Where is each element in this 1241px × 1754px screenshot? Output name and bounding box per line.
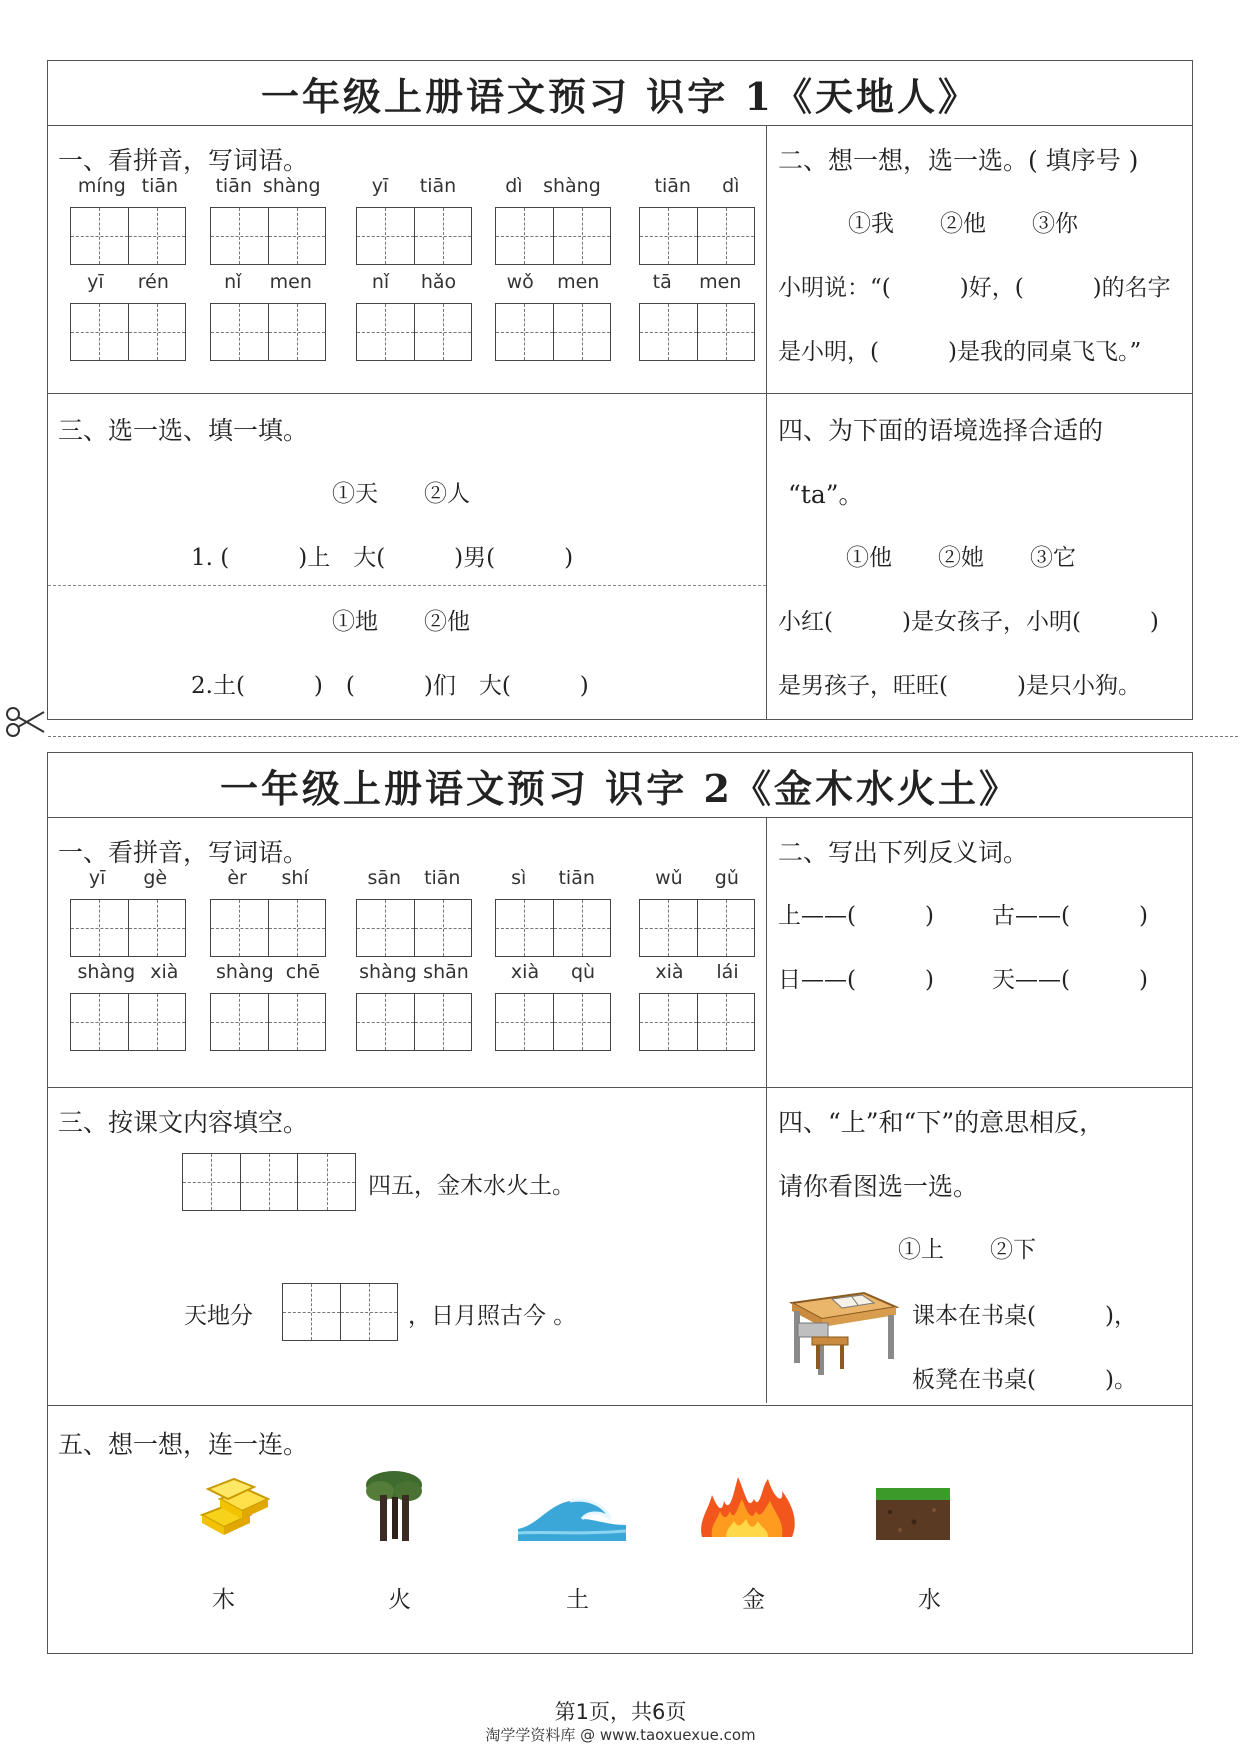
pinyin-syllable: dì [722,175,740,197]
lesson2-q3-line1: 四五，金木水火土。 [368,1173,575,1199]
pinyin-syllable: shàng [359,961,417,983]
pinyin-label [639,175,755,197]
writing-grid[interactable] [210,993,326,1051]
soil-icon [876,1488,950,1544]
divider [48,1087,1192,1088]
lesson2-title: 一年级上册语文预习 识字 2《金木水火土》 [48,753,1192,818]
lesson2-q2-heading: 二、写出下列反义词。 [778,838,1029,867]
pinyin-syllable: rén [137,271,169,293]
pinyin-syllable: tiān [419,175,457,197]
writing-grid[interactable] [639,207,755,265]
pinyin-syllable: tiān [654,175,691,197]
writing-grid[interactable] [639,303,755,361]
pinyin-syllable: shàng [543,175,601,197]
writing-grid[interactable] [210,899,326,957]
pinyin-label [210,867,326,889]
pinyin-syllable: wǒ [506,271,534,293]
pinyin-syllable: dì [505,175,523,197]
pinyin-label [356,961,472,983]
pinyin-label [356,271,472,293]
pinyin-label [210,175,326,197]
writing-grid[interactable] [70,303,186,361]
divider [48,393,1192,394]
pinyin-syllable: nǐ [224,271,242,293]
pinyin-syllable: wǔ [655,867,683,889]
pinyin-syllable: shí [281,867,309,889]
writing-grid[interactable] [70,993,186,1051]
lesson2-q4-line1[interactable]: 课本在书桌( )， [912,1303,1137,1329]
pinyin-syllable: xià [150,961,179,983]
pinyin-syllable: tiān [558,867,595,889]
lesson1-q2-line1[interactable]: 小明说：“( )好，( )的名字 [778,275,1171,301]
pinyin-label [495,175,611,197]
element-word[interactable]: 水 [918,1587,941,1613]
lesson1-q4-line1[interactable]: 小红( )是女孩子，小明( ) [778,609,1159,635]
pinyin-label [70,175,186,197]
watermark: 淘学学资料库 @ www.taoxuexue.com [485,1726,756,1744]
writing-grid[interactable] [495,303,611,361]
lesson2-q3-blank1[interactable] [182,1153,356,1211]
lesson1-q2-line2[interactable]: 是小明，( )是我的同桌飞飞。” [778,339,1142,365]
writing-grid[interactable] [639,899,755,957]
pinyin-label [639,867,755,889]
pinyin-syllable: èr [227,867,247,889]
pinyin-label [356,175,472,197]
fire-icon [698,1471,798,1545]
lesson2-q3-line2b: ，日月照古今 。 [408,1303,577,1329]
lesson2-sheet [47,752,1193,1654]
divider [766,817,767,1403]
pinyin-syllable: men [557,271,600,293]
pinyin-syllable: yī [371,175,389,197]
writing-grid[interactable] [495,207,611,265]
pinyin-label [639,961,755,983]
writing-grid[interactable] [356,993,472,1051]
lesson2-q3-blank2[interactable] [282,1283,398,1341]
pinyin-syllable: shàng [262,175,321,197]
lesson2-q2-c[interactable]: 日——( ) [778,967,934,993]
writing-grid[interactable] [356,207,472,265]
cut-line [48,736,1238,737]
writing-grid[interactable] [70,899,186,957]
pinyin-syllable: yī [88,867,106,889]
element-word[interactable]: 土 [566,1587,589,1613]
pinyin-syllable: gè [143,867,168,889]
lesson1-q3-options2: ①地 ②他 [332,609,470,635]
pinyin-syllable: míng [77,175,126,197]
pinyin-label [70,867,186,889]
lesson1-q3-options1: ①天 ②人 [332,481,470,507]
pinyin-syllable: xià [510,961,540,983]
pinyin-label [495,867,611,889]
pinyin-syllable: tiān [141,175,179,197]
dashed-divider [48,585,766,586]
lesson1-q4-line2[interactable]: 是男孩子，旺旺( )是只小狗。 [778,673,1141,699]
lesson1-q2-options: ①我 ②他 ③你 [848,211,1078,237]
tree-icon [362,1467,426,1547]
pinyin-syllable: tā [652,271,672,293]
lesson1-q2-heading: 二、想一想，选一选。( 填序号 ) [778,146,1139,175]
pinyin-syllable: shān [423,961,469,983]
writing-grid[interactable] [210,207,326,265]
writing-grid[interactable] [356,899,472,957]
pinyin-label [639,271,755,293]
lesson2-q2-b[interactable]: 古——( ) [992,903,1148,929]
pinyin-syllable: nǐ [371,271,390,293]
pinyin-label [70,271,186,293]
lesson1-sheet [47,60,1193,720]
lesson2-q4-options: ①上 ②下 [898,1237,1036,1263]
lesson1-q1-heading: 一、看拼音，写词语。 [58,146,309,175]
writing-grid[interactable] [210,303,326,361]
lesson2-q1-heading: 一、看拼音，写词语。 [58,838,309,867]
pinyin-label [210,961,326,983]
writing-grid[interactable] [356,303,472,361]
element-word[interactable]: 火 [388,1587,411,1613]
lesson2-q2-a[interactable]: 上——( ) [778,903,934,929]
pinyin-syllable: gǔ [714,867,739,889]
writing-grid[interactable] [639,993,755,1051]
gold-bars-icon [198,1475,274,1543]
lesson1-q3-item1[interactable]: 1. ( )上 大( )男( ) [191,545,574,571]
lesson1-q4-options: ①他 ②她 ③它 [846,545,1076,571]
pinyin-label [70,961,186,983]
desk-and-stool-icon [784,1273,900,1381]
pinyin-syllable: chē [285,961,320,983]
lesson2-q3-heading: 三、按课文内容填空。 [58,1108,309,1137]
pinyin-syllable: shàng [216,961,274,983]
pinyin-syllable: qù [570,961,596,983]
pinyin-syllable: xià [655,961,684,983]
lesson2-q4-heading: 四、“上”和“下”的意思相反， [778,1108,1105,1137]
lesson1-title: 一年级上册语文预习 识字 1《天地人》 [48,61,1192,126]
page-number: 第1页，共6页 [554,1700,687,1724]
lesson1-q3-item2[interactable]: 2.土( ) ( )们 大( ) [191,673,589,699]
lesson1-q4-heading2: “ta”。 [788,480,864,509]
pinyin-syllable: lái [716,961,739,983]
lesson2-q4-heading2: 请你看图选一选。 [778,1172,979,1201]
pinyin-syllable: yī [87,271,104,293]
lesson2-q4-line2[interactable]: 板凳在书桌( )。 [912,1367,1137,1393]
writing-grid[interactable] [70,207,186,265]
pinyin-syllable: sān [367,867,402,889]
pinyin-syllable: tiān [424,867,461,889]
writing-grid[interactable] [495,899,611,957]
writing-grid[interactable] [495,993,611,1051]
lesson2-q5-heading: 五、想一想，连一连。 [58,1430,309,1459]
lesson2-q2-d[interactable]: 天——( ) [992,967,1148,993]
pinyin-label [495,271,611,293]
pinyin-syllable: shàng [77,961,136,983]
pinyin-syllable: tiān [215,175,252,197]
pinyin-syllable: men [699,271,742,293]
scissors-icon [4,706,48,742]
pinyin-syllable: men [269,271,312,293]
pinyin-label [495,961,611,983]
lesson1-q3-heading: 三、选一选、填一填。 [58,416,309,445]
element-word[interactable]: 木 [212,1587,235,1613]
pinyin-syllable: sì [511,867,527,889]
pinyin-label [210,271,326,293]
pinyin-label [356,867,472,889]
lesson1-q4-heading: 四、为下面的语境选择合适的 [778,416,1104,445]
divider [48,1405,1192,1406]
pinyin-syllable: hǎo [420,271,457,293]
water-wave-icon [518,1485,626,1545]
element-word[interactable]: 金 [742,1587,765,1613]
lesson2-q3-line2a: 天地分 [184,1303,253,1329]
divider [766,125,767,719]
